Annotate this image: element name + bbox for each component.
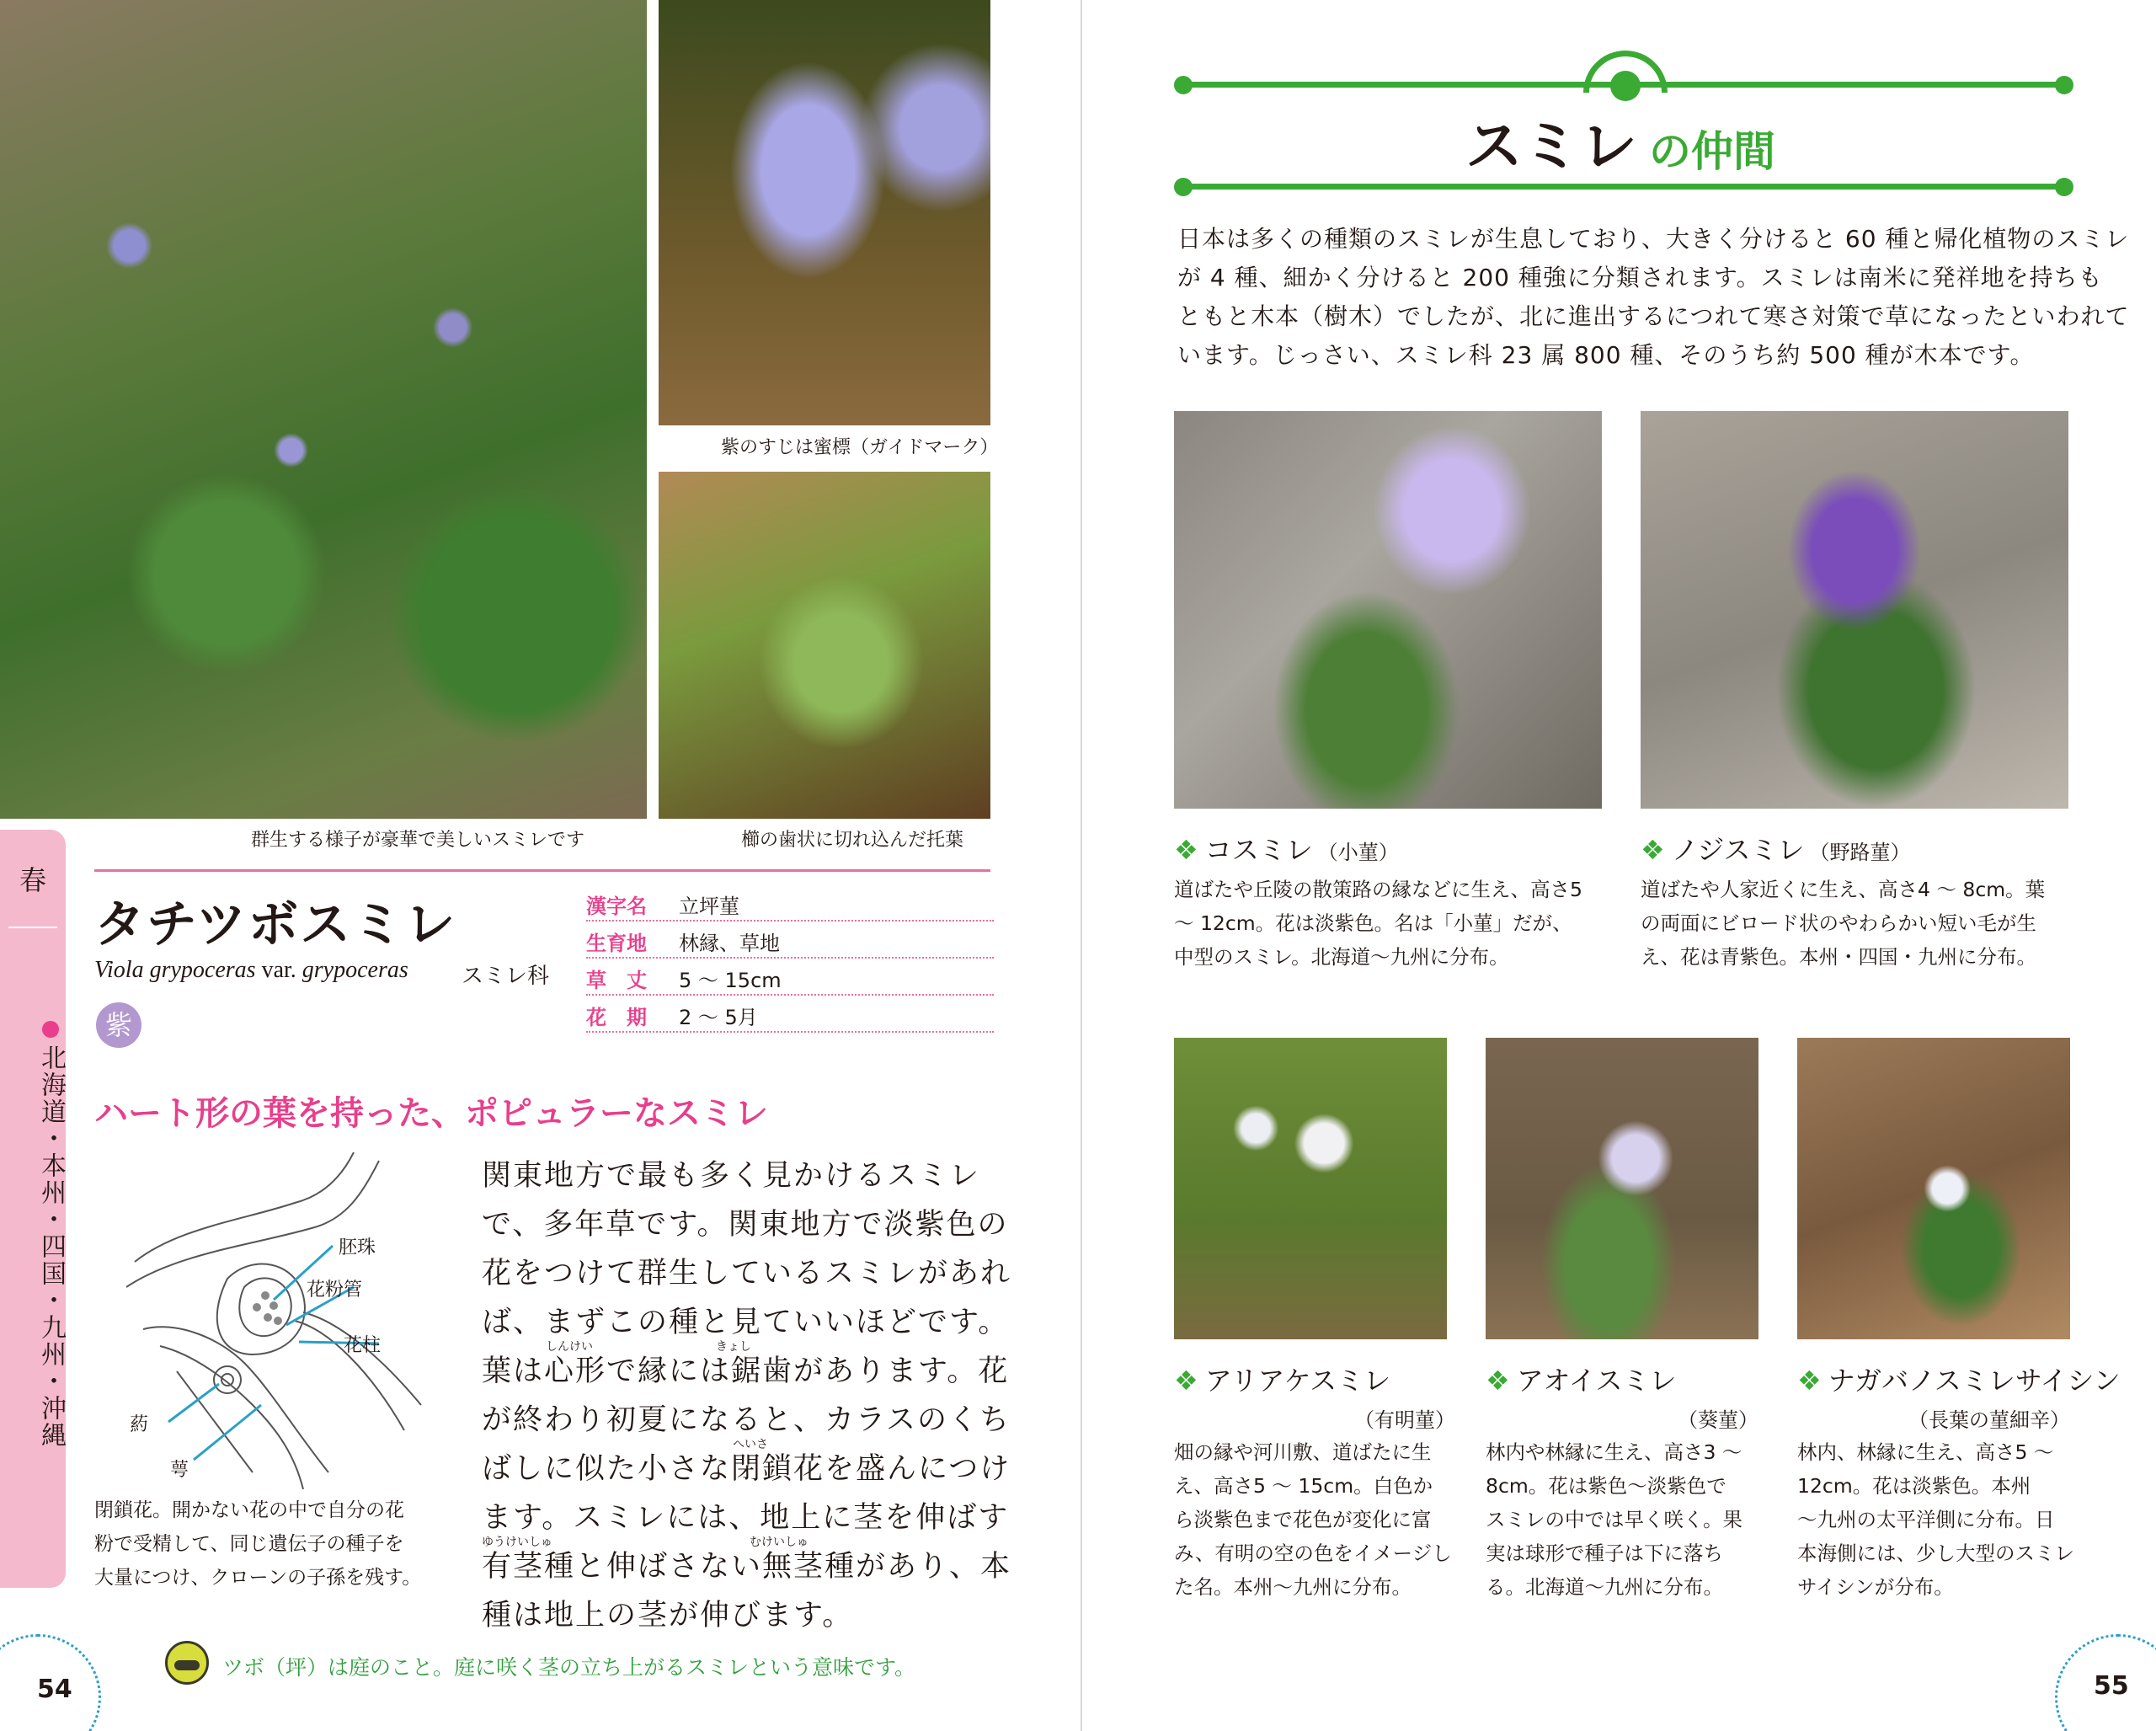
spec-value: 2 ～ 5月	[679, 1006, 758, 1029]
species-kanji: （長葉の菫細辛）	[1908, 1408, 2070, 1432]
label-gaku: 萼	[170, 1460, 189, 1481]
species-name-text: コスミレ	[1204, 834, 1313, 866]
photo-kosumire	[1174, 411, 1602, 809]
header-dot-icon	[2055, 76, 2073, 94]
desc-line: た名。本州～九州に分布。	[1174, 1575, 1412, 1599]
species-name	[1174, 1360, 1390, 1398]
intro-line: います。じっさい、スミレ科 23 属 800 種、そのうち約 500 種が木本です。	[1177, 341, 2035, 369]
desc-line: ら淡紫色まで花色が変化に富	[1174, 1508, 1432, 1531]
intro-line: が 4 種、細かく分けると 200 種強に分類されます。スミレは南米に発祥地を持ちも	[1177, 264, 2103, 291]
bee-icon	[165, 1641, 209, 1685]
species-kanji: （野路菫）	[1809, 841, 1911, 864]
species-desc	[1641, 873, 2045, 974]
label-kafunkan: 花粉管	[307, 1280, 363, 1301]
intro-line: 日本は多くの種類のスミレが生息しており、大きく分けると 60 種と帰化植物のスミレ	[1177, 225, 2130, 253]
page-number: 55	[2094, 1671, 2129, 1701]
desc-line: スミレの中では早く咲く。果	[1486, 1508, 1743, 1531]
intro-line: ともと木本（樹木）でしたが、北に進出するにつれて寒さ対策で草になったといわれて	[1177, 302, 2130, 330]
species-kanji: （葵菫）	[1678, 1408, 1758, 1432]
species-name	[1174, 829, 1399, 868]
section-title	[0, 101, 2156, 183]
body-line: ます。スミレには、地上に茎を伸ばす	[482, 1501, 1010, 1535]
species-name-text: アオイスミレ	[1516, 1365, 1677, 1397]
region-label: 北海道・本州・四国・九州・沖縄	[36, 1044, 66, 1449]
desc-line: 実は球形で種子は下に落ち	[1486, 1541, 1723, 1565]
spec-row	[586, 922, 994, 959]
sci-variety: grypoceras	[302, 957, 408, 983]
diagram-caption: 大量につけ、クローンの子孫を残す。	[94, 1567, 422, 1589]
desc-line: 林内、林縁に生え、高さ5 ～	[1797, 1440, 2054, 1464]
spec-label: 生育地	[586, 932, 647, 955]
desc-line: ～ 12cm。花は淡紫色。名は「小菫」だが、	[1174, 911, 1572, 935]
photo-ariakesumire	[1174, 1038, 1447, 1339]
species-desc	[1797, 1435, 2074, 1604]
species-name-text: ノジスミレ	[1671, 834, 1805, 866]
desc-line: み、有明の空の色をイメージし	[1174, 1541, 1452, 1565]
clover-mark-icon: ❖	[1797, 1365, 1822, 1397]
spec-label: 草丈	[586, 969, 667, 992]
species-kanji: （有明菫）	[1354, 1408, 1455, 1432]
family-name: スミレ科	[462, 964, 550, 989]
photo-nojisumire	[1641, 411, 2068, 809]
sci-rank: var.	[261, 957, 296, 983]
colony-caption: 群生する様子が豪華で美しいスミレです	[251, 830, 585, 851]
headline: ハート形の葉を持った、ポピュラーなスミレ	[94, 1094, 768, 1133]
cleistogamous-flower-diagram	[126, 1152, 446, 1489]
species-desc	[1174, 1435, 1452, 1604]
spec-value: 林縁、草地	[679, 932, 780, 955]
header-arch-dot-icon	[1610, 71, 1641, 101]
label-yaku: 葯	[130, 1414, 149, 1435]
spec-label: 漢字名	[586, 895, 647, 918]
desc-line: 林内や林縁に生え、高さ3 ～	[1486, 1440, 1742, 1464]
photo-nagabanosumiresaishin	[1797, 1038, 2070, 1339]
label-haishu: 胚珠	[339, 1237, 376, 1258]
color-badge: 紫	[96, 1002, 141, 1048]
flower-diagram-svg	[126, 1152, 446, 1489]
desc-line: え、高さ5 ～ 15cm。白色か	[1174, 1474, 1433, 1498]
spec-row	[586, 959, 994, 996]
sci-genus-species: Viola grypoceras	[94, 957, 256, 983]
species-title: タチツボスミレ	[94, 895, 457, 954]
header-dot-icon	[2055, 178, 2073, 196]
side-divider	[8, 927, 57, 928]
header-line-bottom	[1183, 184, 2059, 190]
species-name-text: ナガバノスミレサイシン	[1828, 1365, 2121, 1397]
name-origin-tip: ツボ（坪）は庭のこと。庭に咲く茎の立ち上がるスミレという意味です。	[222, 1655, 916, 1680]
ruby-shinkei: しんけい	[546, 1340, 593, 1354]
species-name	[1641, 829, 1910, 868]
clover-mark-icon: ❖	[1486, 1365, 1510, 1397]
desc-line: サイシンが分布。	[1797, 1575, 1954, 1599]
desc-line: え、花は青紫色。本州・四国・九州に分布。	[1641, 945, 2036, 969]
ruby-mukeishu: むけいしゅ	[750, 1536, 808, 1549]
body-line: ば、まずこの種と見ていいほどです。	[482, 1306, 1010, 1339]
body-line: 関東地方で最も多く見かけるスミレ	[482, 1159, 981, 1193]
species-desc	[1486, 1435, 1742, 1604]
scientific-name	[94, 957, 408, 984]
species-desc	[1174, 873, 1582, 974]
body-line: ばしに似た小さな閉鎖花を盛んにつけ	[482, 1452, 1011, 1486]
photo-stipule	[659, 472, 990, 819]
desc-line: 道ばたや丘陵の散策路の縁などに生え、高さ5	[1174, 878, 1582, 901]
spec-value: 5 ～ 15cm	[679, 969, 782, 992]
stipule-caption: 櫛の歯状に切れ込んだ托葉	[741, 830, 964, 851]
ruby-yuukeishu: ゆうけいしゅ	[482, 1536, 552, 1549]
label-kachuu: 花柱	[344, 1335, 382, 1356]
desc-line: 中型のスミレ。北海道～九州に分布。	[1174, 945, 1509, 969]
body-line: で、多年草です。関東地方で淡紫色の	[482, 1208, 1009, 1242]
ruby-kyoshi: きょし	[716, 1340, 751, 1354]
clover-mark-icon: ❖	[1641, 834, 1665, 866]
section-title-main: スミレ	[1465, 114, 1638, 180]
body-line: 有茎種と伸ばさない無茎種があり、本	[482, 1550, 1012, 1584]
clover-mark-icon: ❖	[1174, 1365, 1198, 1397]
desc-line: る。北海道～九州に分布。	[1486, 1575, 1723, 1599]
spec-label: 花期	[586, 1006, 667, 1029]
flower-caption: 紫のすじは蜜標（ガイドマーク）	[721, 437, 999, 458]
photo-aoisumire	[1486, 1038, 1758, 1339]
spec-value: 立坪菫	[679, 895, 739, 918]
page-gutter	[1081, 0, 1082, 1731]
desc-line: 本海側には、少し大型のスミレ	[1797, 1541, 2074, 1565]
species-name	[1797, 1360, 2121, 1398]
spec-row	[586, 884, 994, 922]
season-label: 春	[19, 864, 46, 896]
species-name	[1486, 1360, 1676, 1398]
body-line: 種は地上の茎が伸びます。	[482, 1599, 854, 1632]
species-name-text: アリアケスミレ	[1204, 1365, 1391, 1397]
page-number: 54	[37, 1675, 72, 1704]
clover-mark-icon: ❖	[1174, 834, 1198, 866]
desc-line: ～九州の太平洋側に分布。日	[1797, 1508, 2055, 1531]
desc-line: の両面にビロード状のやわらかい短い毛が生	[1641, 911, 2036, 935]
spec-row	[586, 996, 994, 1033]
species-kanji: （小菫）	[1317, 841, 1399, 864]
body-line: 葉は心形で縁には鋸歯があります。花	[482, 1354, 1010, 1388]
diagram-caption: 閉鎖花。開かない花の中で自分の花	[94, 1499, 404, 1521]
diagram-caption: 粉で受精して、同じ遺伝子の種子を	[94, 1533, 404, 1555]
desc-line: 道ばたや人家近くに生え、高さ4 ～ 8cm。葉	[1641, 878, 2046, 901]
body-line: 花をつけて群生しているスミレがあれ	[482, 1257, 1012, 1290]
desc-line: 8cm。花は紫色～淡紫色で	[1486, 1474, 1726, 1498]
photo-flower-closeup	[659, 0, 990, 425]
desc-line: 畑の縁や河川敷、道ばたに生	[1174, 1440, 1432, 1464]
ruby-heisa: へいさ	[733, 1438, 768, 1451]
desc-line: 12cm。花は淡紫色。本州	[1797, 1474, 2031, 1498]
body-line: が終わり初夏になると、カラスのくち	[482, 1403, 1011, 1437]
section-title-sub: の仲間	[1649, 127, 1776, 176]
title-rule	[94, 869, 990, 872]
region-dot-icon	[42, 1021, 59, 1038]
